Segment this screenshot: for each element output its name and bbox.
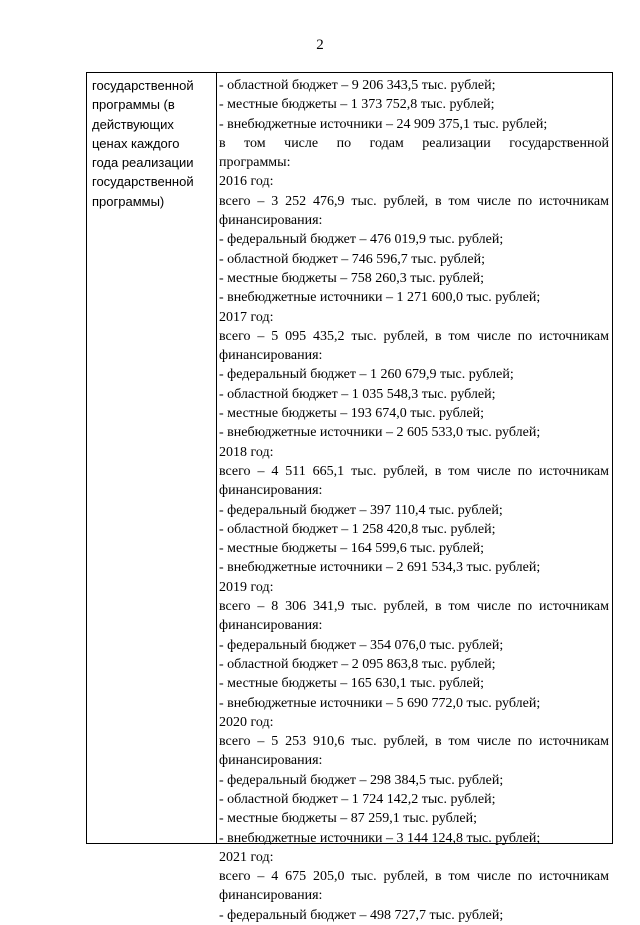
funding-total-line: всего – 4 511 665,1 тыс. рублей, в том числе по источникам [219, 463, 609, 479]
funding-line: - федеральный бюджет – 476 019,9 тыс. рублей; [219, 232, 504, 248]
funding-line: - внебюджетные источники – 2 605 533,0 тыс. рублей; [219, 425, 541, 441]
label-line: государственной [92, 78, 194, 93]
funding-line: - внебюджетные источники – 24 909 375,1 тыс. рублей; [219, 116, 548, 132]
label-line: года реализации [92, 155, 194, 171]
funding-line: - внебюджетные источники – 2 691 534,3 тыс. рублей; [219, 560, 541, 576]
funding-line: - местные бюджеты – 193 674,0 тыс. рублей; [219, 406, 484, 422]
funding-line: - местные бюджеты – 165 630,1 тыс. рублей; [219, 676, 484, 692]
funding-line: - внебюджетные источники – 5 690 772,0 тыс. рублей; [219, 695, 541, 711]
year-heading: 2016 год: [219, 174, 274, 190]
page-number: 2 [316, 37, 324, 53]
year-heading: 2019 год: [219, 579, 274, 595]
funding-line: - местные бюджеты – 1 373 752,8 тыс. рублей; [219, 97, 495, 113]
table-label-cell [92, 76, 214, 211]
label-line: действующих [92, 116, 174, 132]
label-line: программы (в [92, 97, 175, 113]
funding-line: - областной бюджет – 1 035 548,3 тыс. рублей; [219, 386, 496, 402]
funding-line: финансирования: [219, 888, 323, 904]
funding-line: в том числе по годам реализации государственной [219, 135, 609, 151]
funding-line: - федеральный бюджет – 354 076,0 тыс. рублей; [219, 637, 504, 653]
funding-line: - местные бюджеты – 87 259,1 тыс. рублей; [219, 811, 477, 827]
label-line: государственной [92, 174, 194, 190]
funding-line: - внебюджетные источники – 1 271 600,0 тыс. рублей; [219, 290, 541, 306]
funding-line: - федеральный бюджет – 498 727,7 тыс. рублей; [219, 907, 504, 923]
funding-line: - областной бюджет – 1 258 420,8 тыс. рублей; [219, 521, 496, 537]
year-heading: 2020 год: [219, 714, 274, 730]
funding-line: - областной бюджет – 2 095 863,8 тыс. рублей; [219, 656, 496, 672]
year-heading: 2018 год: [219, 444, 274, 460]
funding-line: - областной бюджет – 746 596,7 тыс. рублей; [219, 251, 485, 267]
funding-line: - федеральный бюджет – 298 384,5 тыс. рублей; [219, 772, 504, 788]
label-line: программы) [92, 193, 165, 209]
funding-line: - федеральный бюджет – 397 110,4 тыс. рублей; [219, 502, 503, 518]
funding-line: финансирования: [219, 753, 323, 769]
funding-total-line: всего – 4 675 205,0 тыс. рублей, в том числе по источникам [219, 869, 609, 885]
funding-line: программы: [219, 155, 291, 171]
funding-line: - федеральный бюджет – 1 260 679,9 тыс. рублей; [219, 367, 514, 383]
funding-line: - местные бюджеты – 164 599,6 тыс. рублей; [219, 541, 484, 557]
funding-table [86, 72, 613, 923]
table-value-cell [219, 76, 609, 925]
funding-total-line: всего – 5 253 910,6 тыс. рублей, в том числе по источникам [219, 734, 609, 750]
funding-line: - областной бюджет – 1 724 142,2 тыс. рублей; [219, 791, 496, 807]
funding-line: - внебюджетные источники – 3 144 124,8 тыс. рублей; [219, 830, 541, 846]
label-line: ценах каждого [92, 135, 180, 151]
funding-line: финансирования: [219, 618, 323, 634]
funding-total-line: всего – 5 095 435,2 тыс. рублей, в том числе по источникам [219, 328, 609, 344]
year-heading: 2017 год: [219, 309, 274, 325]
funding-line: - областной бюджет – 9 206 343,5 тыс. рублей; [219, 78, 496, 93]
column-divider [216, 73, 217, 843]
funding-line: финансирования: [219, 483, 323, 499]
funding-line: - местные бюджеты – 758 260,3 тыс. рублей; [219, 270, 484, 286]
year-heading: 2021 год: [219, 849, 274, 865]
funding-line: финансирования: [219, 213, 323, 229]
funding-total-line: всего – 3 252 476,9 тыс. рублей, в том числе по источникам [219, 193, 609, 209]
funding-line: финансирования: [219, 348, 323, 364]
funding-total-line: всего – 8 306 341,9 тыс. рублей, в том числе по источникам [219, 599, 609, 615]
